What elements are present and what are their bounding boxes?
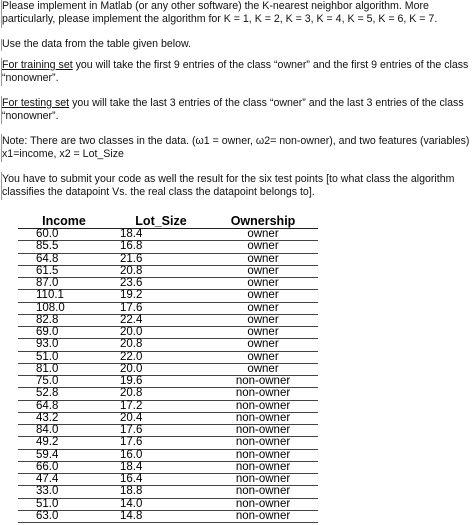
data-table bbox=[18, 215, 318, 523]
table-row bbox=[18, 461, 318, 473]
income-cell: 82.8 bbox=[18, 314, 106, 326]
testing-set-link: For testing set bbox=[2, 97, 70, 109]
table-body bbox=[18, 229, 318, 523]
table-row bbox=[18, 351, 318, 363]
ownership-cell: non-owner bbox=[208, 498, 318, 510]
income-cell: 66.0 bbox=[18, 461, 106, 473]
income-cell: 110.1 bbox=[18, 290, 106, 302]
ownership-cell: owner bbox=[208, 265, 318, 277]
table-row bbox=[18, 302, 318, 314]
testing-set-paragraph bbox=[2, 97, 470, 124]
ownership-cell: owner bbox=[208, 241, 318, 253]
ownership-cell: owner bbox=[208, 290, 318, 302]
income-cell: 75.0 bbox=[18, 376, 106, 388]
lot-size-cell: 16.8 bbox=[106, 241, 208, 253]
income-cell: 63.0 bbox=[18, 510, 106, 522]
table-row bbox=[18, 241, 318, 253]
ownership-cell: non-owner bbox=[208, 388, 318, 400]
ownership-cell: non-owner bbox=[208, 412, 318, 424]
ownership-cell: non-owner bbox=[208, 376, 318, 388]
table-row bbox=[18, 486, 318, 498]
table-row bbox=[18, 229, 318, 241]
income-cell: 52.8 bbox=[18, 388, 106, 400]
training-set-paragraph bbox=[2, 59, 470, 86]
lot-size-cell: 20.0 bbox=[106, 363, 208, 375]
lot-size-cell: 22.0 bbox=[106, 351, 208, 363]
ownership-cell: owner bbox=[208, 327, 318, 339]
lot-size-cell: 20.8 bbox=[106, 265, 208, 277]
lot-size-cell: 14.8 bbox=[106, 510, 208, 522]
income-cell: 87.0 bbox=[18, 278, 106, 290]
table-row bbox=[18, 449, 318, 461]
table-row bbox=[18, 498, 318, 510]
lot-size-cell: 18.4 bbox=[106, 229, 208, 241]
income-cell: 49.2 bbox=[18, 437, 106, 449]
ownership-cell: non-owner bbox=[208, 486, 318, 498]
lot-size-cell: 17.6 bbox=[106, 437, 208, 449]
table-row bbox=[18, 425, 318, 437]
income-cell: 60.0 bbox=[18, 229, 106, 241]
income-cell: 51.0 bbox=[18, 351, 106, 363]
income-cell: 84.0 bbox=[18, 425, 106, 437]
ownership-cell: owner bbox=[208, 351, 318, 363]
table-row bbox=[18, 412, 318, 424]
ownership-cell: owner bbox=[208, 253, 318, 265]
training-set-link: For training set bbox=[2, 59, 73, 71]
income-cell: 47.4 bbox=[18, 474, 106, 486]
lot-size-cell: 19.6 bbox=[106, 376, 208, 388]
ownership-cell: owner bbox=[208, 302, 318, 314]
income-cell: 64.8 bbox=[18, 253, 106, 265]
table-row bbox=[18, 388, 318, 400]
ownership-cell: non-owner bbox=[208, 400, 318, 412]
table-row bbox=[18, 376, 318, 388]
lot-size-cell: 18.4 bbox=[106, 461, 208, 473]
ownership-cell: non-owner bbox=[208, 437, 318, 449]
table-row bbox=[18, 265, 318, 277]
submission-paragraph: You have to submit your code as well the result for the six test points [to what class the algorithm classifies the datapoint Vs. the real class the datapoint belongs to]. bbox=[2, 173, 455, 199]
income-cell: 108.0 bbox=[18, 302, 106, 314]
ownership-cell: owner bbox=[208, 339, 318, 351]
classes-note-paragraph: Note: There are two classes in the data. (ω1 = owner, ω2= non-owner), and two features (variables) x1=income, x2 = Lot_Size bbox=[2, 135, 470, 161]
table-row bbox=[18, 339, 318, 351]
ownership-cell: owner bbox=[208, 229, 318, 241]
income-cell: 43.2 bbox=[18, 412, 106, 424]
ownership-cell: non-owner bbox=[208, 461, 318, 473]
lot-size-cell: 16.0 bbox=[106, 449, 208, 461]
header-ownership: Ownership bbox=[208, 215, 318, 229]
income-cell: 81.0 bbox=[18, 363, 106, 375]
table-row bbox=[18, 253, 318, 265]
table-row bbox=[18, 437, 318, 449]
lot-size-cell: 18.8 bbox=[106, 486, 208, 498]
data-note-paragraph: Use the data from the table given below. bbox=[2, 38, 192, 50]
table-row bbox=[18, 327, 318, 339]
lot-size-cell: 23.6 bbox=[106, 278, 208, 290]
table-row bbox=[18, 278, 318, 290]
ownership-cell: non-owner bbox=[208, 449, 318, 461]
income-cell: 33.0 bbox=[18, 486, 106, 498]
ownership-cell: non-owner bbox=[208, 474, 318, 486]
lot-size-cell: 17.6 bbox=[106, 425, 208, 437]
ownership-cell: non-owner bbox=[208, 510, 318, 522]
header-lot-size: Lot_Size bbox=[106, 215, 208, 229]
lot-size-cell: 20.8 bbox=[106, 339, 208, 351]
lot-size-cell: 17.2 bbox=[106, 400, 208, 412]
lot-size-cell: 20.8 bbox=[106, 388, 208, 400]
income-cell: 64.8 bbox=[18, 400, 106, 412]
income-cell: 85.5 bbox=[18, 241, 106, 253]
income-cell: 93.0 bbox=[18, 339, 106, 351]
lot-size-cell: 16.4 bbox=[106, 474, 208, 486]
ownership-cell: owner bbox=[208, 278, 318, 290]
intro-paragraph: Please implement in Matlab (or any other software) the K-nearest neighbor algorithm. More particularly, please implement the algorithm for K = 1, K = 2, K = 3, K = 4, K = 5, K = 6, K = 7. bbox=[2, 0, 438, 26]
table-row bbox=[18, 400, 318, 412]
income-cell: 59.4 bbox=[18, 449, 106, 461]
lot-size-cell: 22.4 bbox=[106, 314, 208, 326]
lot-size-cell: 19.2 bbox=[106, 290, 208, 302]
lot-size-cell: 17.6 bbox=[106, 302, 208, 314]
header-income: Income bbox=[18, 215, 106, 229]
table-row bbox=[18, 510, 318, 522]
ownership-cell: owner bbox=[208, 363, 318, 375]
table-row bbox=[18, 314, 318, 326]
table-row bbox=[18, 290, 318, 302]
training-set-text: you will take the first 9 entries of the class “owner” and the first 9 entries of the class “nonowner”. bbox=[2, 59, 469, 85]
lot-size-cell: 20.4 bbox=[106, 412, 208, 424]
income-cell: 61.5 bbox=[18, 265, 106, 277]
income-cell: 69.0 bbox=[18, 327, 106, 339]
table-row bbox=[18, 363, 318, 375]
lot-size-cell: 21.6 bbox=[106, 253, 208, 265]
lot-size-cell: 20.0 bbox=[106, 327, 208, 339]
testing-set-text: you will take the last 3 entries of the class “owner” and the last 3 entries of the class “nonowner”. bbox=[2, 97, 464, 123]
table-row bbox=[18, 474, 318, 486]
ownership-cell: non-owner bbox=[208, 425, 318, 437]
ownership-cell: owner bbox=[208, 314, 318, 326]
income-cell: 51.0 bbox=[18, 498, 106, 510]
lot-size-cell: 14.0 bbox=[106, 498, 208, 510]
table-header-row bbox=[18, 215, 318, 229]
